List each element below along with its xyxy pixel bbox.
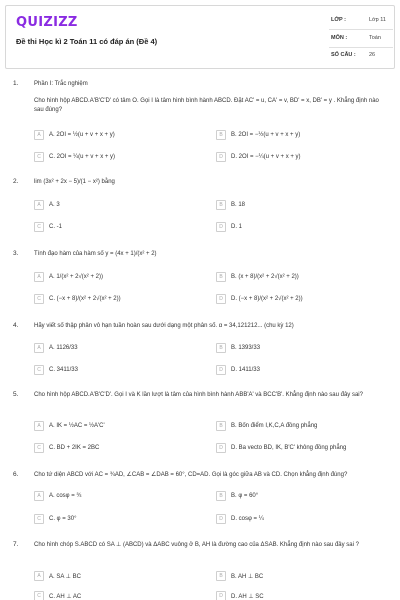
option-box[interactable]: D xyxy=(216,591,226,600)
option-a[interactable] xyxy=(34,130,115,140)
meta-value: Lớp 11 xyxy=(369,17,386,23)
option-text: C. 2OI = ¼(u + v + x + y) xyxy=(49,154,116,160)
option-text: D. AH ⊥ SC xyxy=(231,593,264,600)
option-b[interactable] xyxy=(216,130,300,140)
option-box[interactable]: B xyxy=(216,571,226,581)
divider xyxy=(329,47,393,48)
option-text: A. cosφ = ¾ xyxy=(49,493,82,499)
question-text: Cho hình hộp ABCD.A'B'C'D'. Gọi I và K lần lượt là tâm của hình bình hành ABB'A' và BCC'B'. Khẳng định nào sau đây sai? xyxy=(34,392,363,398)
question-text: Cho tứ diện ABCD với AC = ¾AD, ∠CAB = ∠DAB = 60°, CD=AD. Gọi là góc giữa AB và CD. Chọn khẳng định đúng? xyxy=(34,472,348,478)
option-b[interactable] xyxy=(216,491,258,501)
option-text: C. 3411/33 xyxy=(49,367,78,373)
option-text: D. 1 xyxy=(231,224,243,230)
option-c[interactable] xyxy=(34,294,121,304)
option-box[interactable]: B xyxy=(216,491,226,501)
option-c[interactable] xyxy=(34,591,81,600)
question-text: Cho hình chóp S.ABCD có SA ⊥ (ABCD) và ΔABC vuông ở B, AH là đường cao của ΔSAB. Khẳng định nào sau đây sai ? xyxy=(34,542,359,548)
option-text: A. 3 xyxy=(49,202,60,208)
option-text: D. (−x + 8)/(x² + 2√(x² + 2)) xyxy=(231,296,303,302)
option-box[interactable]: D xyxy=(216,365,226,375)
meta-key: MÔN : xyxy=(331,35,348,41)
option-c[interactable] xyxy=(34,443,99,453)
question-text: lim (3x² + 2x − 5)/(1 − x²) bằng xyxy=(34,179,115,185)
option-box[interactable]: A xyxy=(34,343,44,353)
option-a[interactable] xyxy=(34,200,60,210)
option-box[interactable]: A xyxy=(34,200,44,210)
option-d[interactable] xyxy=(216,591,264,600)
option-text: B. AH ⊥ BC xyxy=(231,573,264,580)
option-text: A. IK = ½AC = ½A'C' xyxy=(49,423,105,429)
option-text: B. 18 xyxy=(231,202,246,208)
question-number: 1. xyxy=(13,80,19,87)
question-number: 4. xyxy=(13,322,19,329)
meta-key: SỐ CÂU : xyxy=(331,52,356,58)
option-box[interactable]: A xyxy=(34,272,44,282)
section-heading: Phần I: Trắc nghiệm xyxy=(34,81,88,87)
option-text: B. 2OI = −½(u + v + x + y) xyxy=(231,132,301,138)
option-text: D. cosφ = ¼ xyxy=(231,516,264,522)
option-d[interactable] xyxy=(216,365,260,375)
option-box[interactable]: A xyxy=(34,421,44,431)
option-box[interactable]: C xyxy=(34,294,44,304)
option-text: A. SA ⊥ BC xyxy=(49,573,81,580)
option-b[interactable] xyxy=(216,272,299,282)
option-text: C. -1 xyxy=(49,224,63,230)
option-box[interactable]: D xyxy=(216,443,226,453)
divider xyxy=(329,29,393,30)
question-number: 3. xyxy=(13,250,19,257)
option-text: C. AH ⊥ AC xyxy=(49,593,82,600)
option-b[interactable] xyxy=(216,571,263,581)
option-box[interactable]: A xyxy=(34,130,44,140)
option-c[interactable] xyxy=(34,514,76,524)
option-box[interactable]: B xyxy=(216,200,226,210)
option-a[interactable] xyxy=(34,343,78,353)
option-text: C. (−x + 8)/(x² + 2√(x² + 2)) xyxy=(49,296,121,302)
option-d[interactable] xyxy=(216,222,242,232)
option-box[interactable]: C xyxy=(34,443,44,453)
option-box[interactable]: C xyxy=(34,152,44,162)
option-box[interactable]: D xyxy=(216,514,226,524)
option-box[interactable]: C xyxy=(34,222,44,232)
option-d[interactable] xyxy=(216,514,264,524)
option-c[interactable] xyxy=(34,365,78,375)
option-box[interactable]: C xyxy=(34,514,44,524)
option-text: B. φ = 60° xyxy=(231,493,259,499)
question-text: Hãy viết số thập phân vô hạn tuần hoàn sau dưới dạng một phân số. α = 34,121212... (chu kỳ 12) xyxy=(34,323,294,329)
option-b[interactable] xyxy=(216,421,317,431)
option-a[interactable] xyxy=(34,421,105,431)
question-text: Cho hình hộp ABCD.A'B'C'D' có tâm O. Gọi I là tâm hình bình hành ABCD. Đặt AC' = u, CA' = v, BD' = x, DB' = y . Khẳng định nào sau đúng? xyxy=(34,98,379,113)
quizizz-logo: QUIZIZZ xyxy=(16,15,78,30)
option-a[interactable] xyxy=(34,491,81,501)
option-text: D. 1411/33 xyxy=(231,367,260,373)
option-c[interactable] xyxy=(34,222,62,232)
option-b[interactable] xyxy=(216,343,260,353)
option-b[interactable] xyxy=(216,200,245,210)
option-text: A. 1/(x² + 2√(x² + 2)) xyxy=(49,274,103,280)
option-c[interactable] xyxy=(34,152,115,162)
option-text: C. BD + 2IK = 2BC xyxy=(49,445,100,451)
question-number: 6. xyxy=(13,471,19,478)
meta-value: 26 xyxy=(369,52,376,58)
document-title: Đề thi Học kì 2 Toán 11 có đáp án (Đề 4) xyxy=(16,37,158,46)
option-box[interactable]: B xyxy=(216,130,226,140)
option-text: A. 2OI = ½(u + v + x + y) xyxy=(49,132,115,138)
option-text: D. 2OI = −¼(u + v + x + y) xyxy=(231,154,301,160)
option-text: A. 1126/33 xyxy=(49,345,78,351)
question-number: 7. xyxy=(13,541,19,548)
option-text: B. 1393/33 xyxy=(231,345,261,351)
option-d[interactable] xyxy=(216,152,301,162)
question-number: 5. xyxy=(13,391,19,398)
option-box[interactable]: C xyxy=(34,365,44,375)
option-text: C. φ = 30° xyxy=(49,516,77,522)
option-text: B. Bốn điểm I,K,C,A đồng phẳng xyxy=(231,423,318,429)
option-a[interactable] xyxy=(34,272,103,282)
option-box[interactable]: D xyxy=(216,222,226,232)
document-header xyxy=(5,5,395,69)
option-box[interactable]: A xyxy=(34,571,44,581)
question-number: 2. xyxy=(13,178,19,185)
meta-value: Toán xyxy=(369,35,381,41)
option-text: D. Ba vecto BD, IK, B'C' không đồng phẳng xyxy=(231,445,347,451)
option-a[interactable] xyxy=(34,571,81,581)
option-box[interactable]: A xyxy=(34,491,44,501)
option-d[interactable] xyxy=(216,443,346,453)
question-text: Tính đạo hàm của hàm số y = (4x + 1)/(x² + 2) xyxy=(34,251,157,257)
option-box[interactable]: C xyxy=(34,591,44,600)
option-box[interactable]: D xyxy=(216,152,226,162)
option-d[interactable] xyxy=(216,294,303,304)
option-box[interactable]: B xyxy=(216,272,226,282)
option-box[interactable]: D xyxy=(216,294,226,304)
option-box[interactable]: B xyxy=(216,421,226,431)
option-box[interactable]: B xyxy=(216,343,226,353)
meta-key: LỚP : xyxy=(331,17,346,23)
option-text: B. (x + 8)/(x² + 2√(x² + 2)) xyxy=(231,274,299,280)
